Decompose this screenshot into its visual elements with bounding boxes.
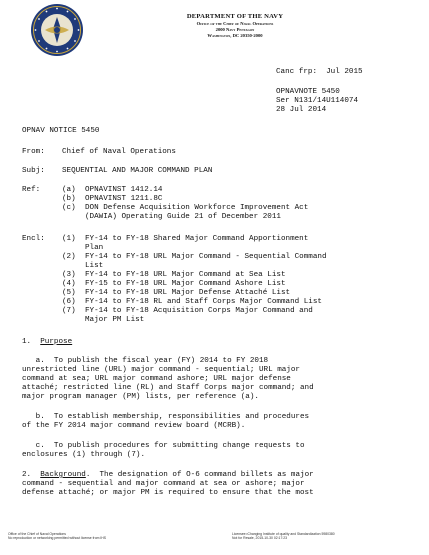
footer-left-line-2: No reproduction or networking permitted without license from IHS (8, 536, 106, 540)
section-2-line-1 (22, 471, 314, 480)
encl-text-2-1: FY-14 to FY-18 URL Major Command - Sequential Command (85, 253, 327, 261)
section-2-title: Background (40, 471, 86, 479)
from-value: Chief of Naval Operations (62, 148, 176, 156)
header-canc: Canc frp: Jul 2015 (276, 68, 363, 76)
section-1-number: 1. (22, 338, 32, 346)
header-opnavnote: OPNAVNOTE 5450 (276, 88, 340, 96)
encl-key-5: (5) (62, 289, 76, 297)
ref-text-c-1: DON Defense Acquisition Workforce Improvement Act (85, 204, 309, 212)
ref-key-b: (b) (62, 195, 76, 203)
footer-right-line-2: Not for Resale, 2015-10-30 02:17:23 (232, 536, 288, 540)
encl-key-7: (7) (62, 307, 76, 315)
letterhead (140, 13, 330, 38)
encl-text-5: FY-14 to FY-18 URL Major Defense Attaché List (85, 289, 291, 297)
para-1a-line-4: attaché; restricted line (RL) and Staff Corps major command; and (22, 384, 314, 392)
encl-text-1-2: Plan (85, 244, 104, 252)
encl-key-3: (3) (62, 271, 76, 279)
encl-text-7-1: FY-14 to FY-18 Acquisition Corps Major Command and (85, 307, 313, 315)
ref-text-a: OPNAVINST 1412.14 (85, 186, 163, 194)
encl-text-4: FY-15 to FY-18 URL Major Command Ashore List (85, 280, 286, 288)
encl-key-2: (2) (62, 253, 76, 261)
para-1a-line-1: a. To publish the fiscal year (FY) 2014 to FY 2018 (22, 357, 269, 365)
subj-value: SEQUENTIAL AND MAJOR COMMAND PLAN (62, 167, 213, 175)
para-1a-line-3: command at sea; URL major command ashore; URL major defense (22, 375, 291, 383)
section-2-number: 2. (22, 471, 32, 479)
footer-right-line-1: Licensee=Changing Institute of quality and Standardization 5980380 (232, 532, 335, 536)
navy-seal-icon (30, 3, 84, 57)
subj-label: Subj: (22, 167, 45, 175)
letterhead-city: Washington, DC 20350-2000 (207, 33, 263, 38)
header-serial: Ser N131/14U114074 (276, 97, 359, 105)
encl-text-2-2: List (85, 262, 104, 270)
encl-text-6: FY-14 to FY-18 RL and Staff Corps Major Command List (85, 298, 322, 306)
section-2-text-start: . The designation of O-6 command billets as major (85, 471, 314, 479)
section-1-title: Purpose (40, 338, 73, 346)
para-1c-line-1: c. To publish procedures for submitting change requests to (22, 442, 305, 450)
ref-text-b: OPNAVINST 1211.8C (85, 195, 163, 203)
from-label: From: (22, 148, 45, 156)
footer-left-line-1: Office of the Chief of Naval Operations (8, 532, 66, 536)
section-2-line-2: command - sequential and major command at sea or ashore; major (22, 480, 305, 488)
letterhead-title: DEPARTMENT OF THE NAVY (186, 13, 284, 20)
encl-key-4: (4) (62, 280, 76, 288)
para-1c-line-2: enclosures (1) through (7). (22, 451, 146, 459)
para-1a-line-5: major program manager (PM) lists, per reference (a). (22, 393, 259, 401)
section-2-line-3: defense attaché; or major PM is required to ensure that the most (22, 489, 314, 497)
encl-text-7-2: Major PM List (85, 316, 145, 324)
ref-key-c: (c) (62, 204, 76, 212)
footer-left (8, 532, 106, 540)
encl-text-1-1: FY-14 to FY-18 Shared Major Command Apportionment (85, 235, 309, 243)
footer-right (232, 532, 335, 540)
encl-label: Encl: (22, 235, 45, 243)
para-1a-line-2: unrestricted line (URL) major command - sequential; URL major (22, 366, 300, 374)
encl-text-3: FY-14 to FY-18 URL Major Command at Sea List (85, 271, 286, 279)
notice-title: OPNAV NOTICE 5450 (22, 127, 100, 135)
encl-key-6: (6) (62, 298, 76, 306)
ref-text-c-2: (DAWIA) Operating Guide 21 of December 2011 (85, 213, 281, 221)
section-1-heading (22, 338, 72, 347)
para-1b-line-1: b. To establish membership, responsibilities and procedures (22, 413, 310, 421)
ref-label: Ref: (22, 186, 41, 194)
para-1b-line-2: of the FY 2014 major command review board (MCRB). (22, 422, 246, 430)
ref-key-a: (a) (62, 186, 76, 194)
header-date: 28 Jul 2014 (276, 106, 327, 114)
letterhead-office: Office of the Chief of Naval Operations (196, 21, 274, 26)
encl-key-1: (1) (62, 235, 76, 243)
letterhead-address: 2000 Navy Pentagon (215, 27, 255, 32)
